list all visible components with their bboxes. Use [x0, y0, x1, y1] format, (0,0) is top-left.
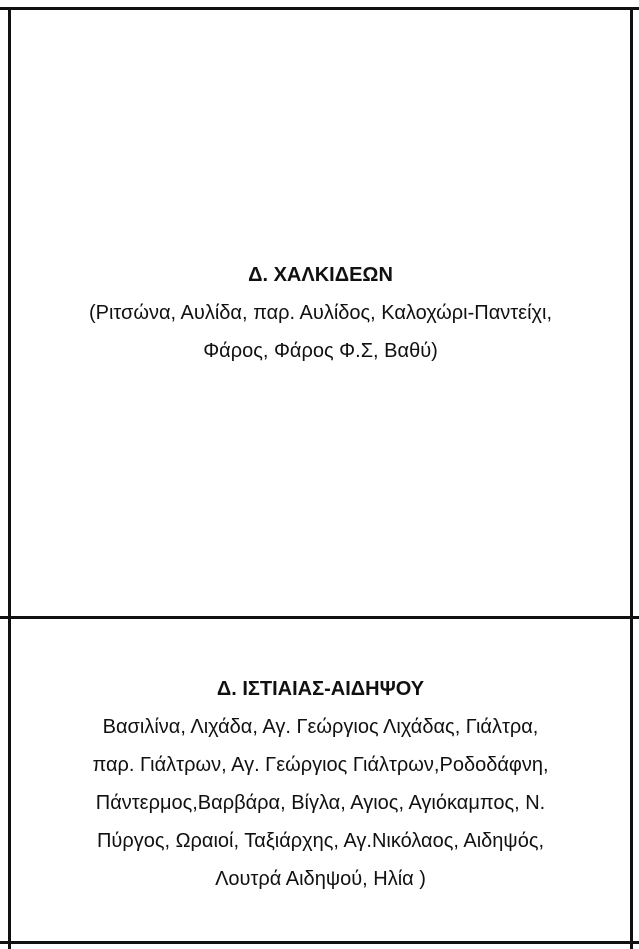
row-divider [0, 616, 639, 619]
table-border-top [0, 7, 639, 10]
cell-text-line: (Ριτσώνα, Αυλίδα, παρ. Αυλίδος, Καλοχώρι-Παντείχι, [88, 302, 553, 324]
cell-title: Δ. ΧΑΛΚΙΔΕΩΝ [248, 264, 393, 286]
cell-text-line: Φάρος, Φάρος Φ.Σ, Βαθύ) [203, 340, 438, 362]
cell-text-line: Πύργος, Ωραιοί, Ταξιάρχης, Αγ.Νικόλαος, Αιδηψός, [96, 830, 545, 852]
table-border-bottom [0, 941, 639, 944]
cell-title: Δ. ΙΣΤΙΑΙΑΣ-ΑΙΔΗΨΟΥ [216, 678, 425, 700]
table-cell-chalkideon [11, 256, 630, 370]
table-cell-istiaias-aidipsou [11, 670, 630, 898]
cell-text-line: Πάντερμος,Βαρβάρα, Βίγλα, Αγιος, Αγιόκαμπος, Ν. [95, 792, 546, 814]
cell-text-line: Λουτρά Αιδηψού, Ηλία ) [215, 868, 426, 890]
cell-text-line: Βασιλίνα, Λιχάδα, Αγ. Γεώργιος Λιχάδας, Γιάλτρα, [102, 716, 539, 738]
cell-text-line: παρ. Γιάλτρων, Αγ. Γεώργιος Γιάλτρων,Ροδοδάφνη, [92, 754, 549, 776]
table-border-right [630, 7, 633, 949]
